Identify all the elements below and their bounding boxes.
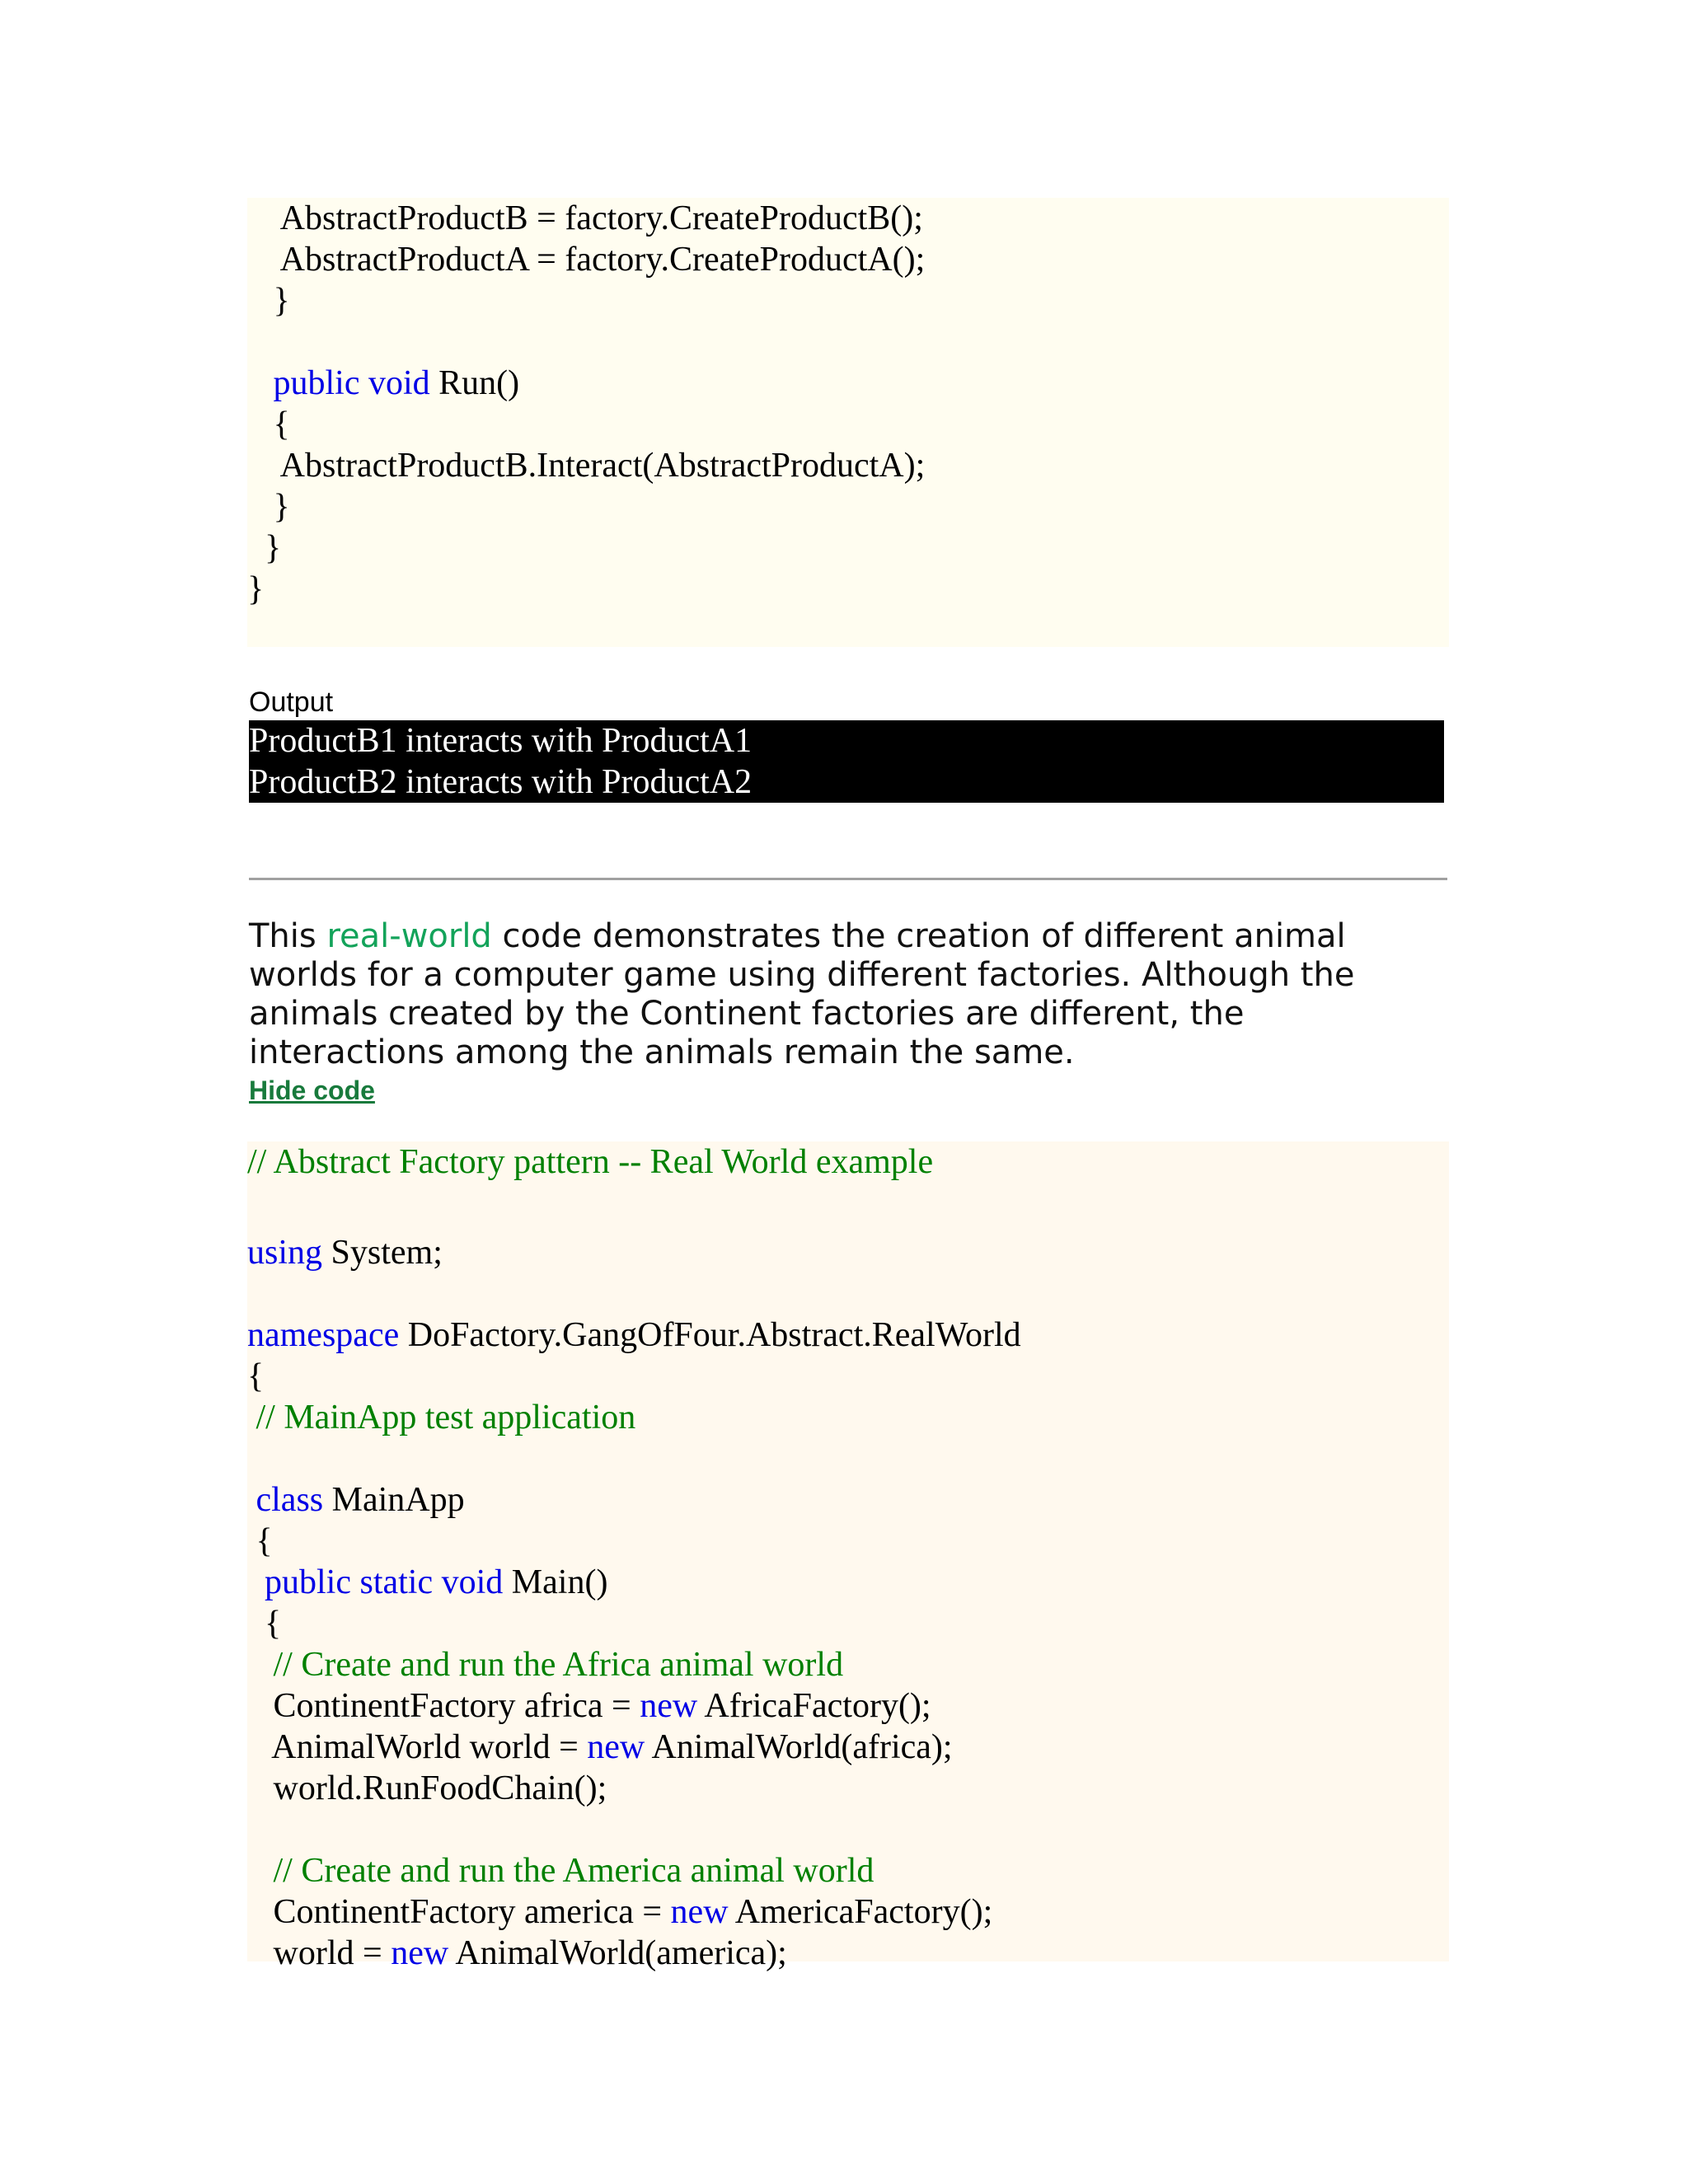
code-block-real-world <box>247 1141 1449 1972</box>
code-keyword: static <box>359 1563 434 1601</box>
code-line: { <box>247 1357 265 1395</box>
code-line: class MainApp <box>256 1481 465 1519</box>
code-block-top <box>247 198 1449 647</box>
code-line <box>247 1809 1449 1850</box>
code-keyword: namespace <box>247 1316 400 1354</box>
code-line: ContinentFactory africa = new AfricaFactory(); <box>247 1687 931 1725</box>
code-line: // Abstract Factory pattern -- Real World example <box>247 1143 934 1181</box>
code-keyword: class <box>256 1481 324 1519</box>
code-line: } <box>247 282 290 320</box>
code-keyword: using <box>247 1234 323 1272</box>
code-line: public static void Main() <box>265 1563 608 1601</box>
code-line: public void Run() <box>273 364 520 402</box>
code-line: // MainApp test application <box>247 1399 636 1436</box>
code-line: AbstractProductB = factory.CreateProductB(); <box>247 199 923 237</box>
code-line: } <box>247 488 290 526</box>
real-world-highlight: real-world <box>326 917 492 955</box>
code-keyword: void <box>368 364 430 402</box>
code-line <box>247 1191 1449 1232</box>
code-line <box>247 1438 1449 1479</box>
code-line: using System; <box>247 1234 443 1272</box>
code-line <box>247 1273 1449 1315</box>
code-keyword: new <box>640 1687 698 1725</box>
description-paragraph <box>249 917 1449 1072</box>
code-keyword: new <box>670 1893 729 1931</box>
code-line: // Create and run the Africa animal world <box>247 1646 844 1684</box>
code-line: { <box>247 1522 273 1560</box>
code-line: world = new AnimalWorld(america); <box>247 1934 787 1972</box>
description-text-start: This <box>249 917 327 955</box>
output-console <box>249 720 1444 803</box>
code-line: { <box>247 405 290 443</box>
code-line: // Create and run the America animal world <box>247 1852 874 1890</box>
code-line: namespace DoFactory.GangOfFour.Abstract.RealWorld <box>247 1316 1021 1354</box>
code-line: AbstractProductA = factory.CreateProductA(); <box>247 241 926 279</box>
hide-code-link[interactable]: Hide code <box>249 1076 375 1105</box>
output-line: ProductB1 interacts with ProductA1 <box>249 722 753 760</box>
output-line: ProductB2 interacts with ProductA2 <box>249 763 753 801</box>
code-keyword: public <box>265 1563 351 1601</box>
code-line: world.RunFoodChain(); <box>247 1769 607 1807</box>
code-keyword: public <box>273 364 360 402</box>
code-line: AbstractProductB.Interact(AbstractProductA); <box>247 447 926 485</box>
code-line: ContinentFactory america = new AmericaFactory(); <box>247 1893 993 1931</box>
code-line: AnimalWorld world = new AnimalWorld(africa); <box>247 1728 953 1766</box>
code-keyword: new <box>587 1728 645 1766</box>
section-divider <box>249 878 1447 880</box>
code-keyword: void <box>441 1563 504 1601</box>
code-line: } <box>247 570 265 608</box>
code-line: } <box>247 529 282 567</box>
description-text-end: code demonstrates the creation of different animal worlds for a computer game using different factories. Although the animals created by the Continent factories are different, the interactions among the animals remain the same. <box>249 917 1355 1071</box>
output-label: Output <box>249 687 334 718</box>
code-keyword: new <box>391 1934 449 1972</box>
code-line <box>247 321 1449 363</box>
code-line: { <box>247 1605 282 1643</box>
